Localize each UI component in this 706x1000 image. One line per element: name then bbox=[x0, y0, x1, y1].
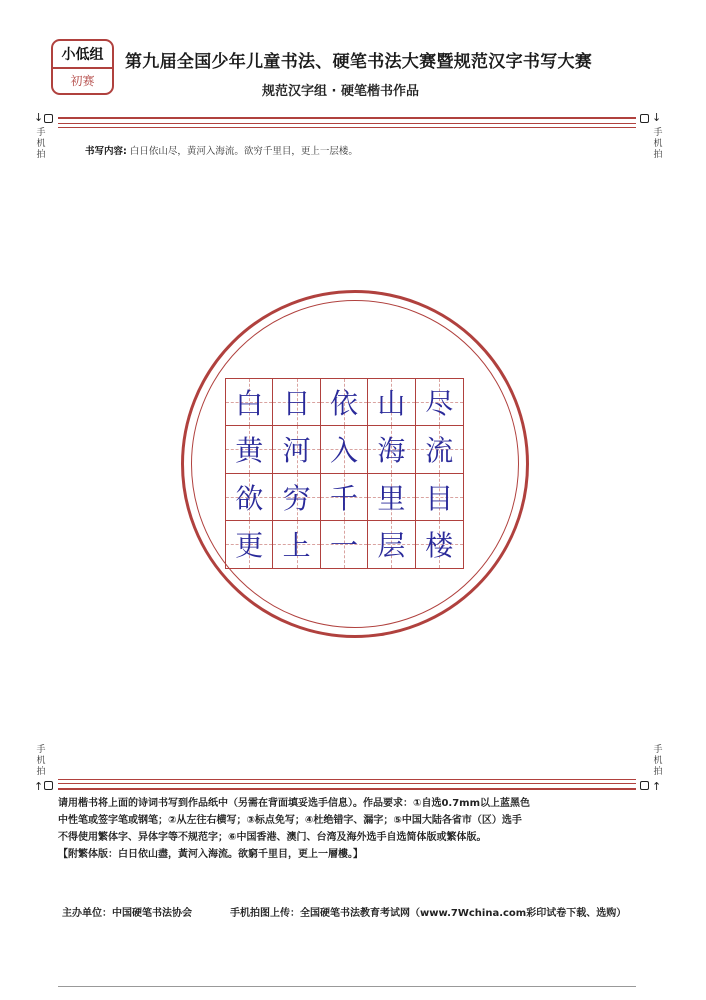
top-rule bbox=[58, 117, 636, 119]
grid-cell: 日 bbox=[273, 379, 320, 426]
arrow-down-icon: ↓ bbox=[652, 111, 662, 124]
bottom-rule-inner bbox=[58, 779, 636, 780]
grid-cell: 黄 bbox=[226, 426, 273, 473]
camera-marker-icon bbox=[44, 114, 53, 123]
grid-cell: 山 bbox=[368, 379, 415, 426]
page-title: 第九届全国少年儿童书法、硬笔书法大赛暨规范汉字书写大赛 bbox=[125, 52, 593, 72]
phone-shoot-label: 手机拍 bbox=[653, 745, 663, 777]
top-rule-inner-2 bbox=[58, 127, 636, 128]
requirements-line: 请用楷书将上面的诗词书写到作品纸中（另需在背面填妥选手信息）。作品要求：①自选0.7mm以上蓝黑色 bbox=[58, 798, 531, 809]
top-rule-inner bbox=[58, 123, 636, 124]
grid-cell: 依 bbox=[321, 379, 368, 426]
content-text: 白日依山尽，黄河入海流。欲穷千里目，更上一层楼。 bbox=[129, 146, 358, 157]
grid-cell: 流 bbox=[416, 426, 463, 473]
grid-cell: 千 bbox=[321, 474, 368, 521]
grid-cell: 楼 bbox=[416, 521, 463, 568]
grid-cell: 尽 bbox=[416, 379, 463, 426]
content-line bbox=[85, 143, 358, 157]
grid-cell: 欲 bbox=[226, 474, 273, 521]
page-subtitle: 规范汉字组 · 硬笔楷书作品 bbox=[262, 84, 419, 99]
arrow-down-icon: ↓ bbox=[34, 111, 44, 124]
organizer: 主办单位：中国硬笔书法协会 bbox=[62, 908, 192, 919]
grid-cell: 更 bbox=[226, 521, 273, 568]
grid-cell: 一 bbox=[321, 521, 368, 568]
badge-stage: 初赛 bbox=[70, 74, 95, 88]
phone-shoot-label: 手机拍 bbox=[36, 128, 46, 160]
phone-shoot-label: 手机拍 bbox=[653, 128, 663, 160]
arrow-up-icon: ↑ bbox=[652, 780, 662, 793]
upload-info: 手机拍图上传：全国硬笔书法教育考试网（www.7Wchina.com彩印试卷下载、选购） bbox=[230, 908, 627, 919]
traditional-version: 【附繁体版：白日依山盡，黃河入海流。欲窮千里目，更上一層樓。】 bbox=[58, 849, 363, 860]
requirements bbox=[58, 795, 648, 863]
grid-cell: 海 bbox=[368, 426, 415, 473]
phone-shoot-label: 手机拍 bbox=[36, 745, 46, 777]
bottom-rule bbox=[58, 788, 636, 790]
writing-grid bbox=[225, 378, 464, 569]
grid-cell: 上 bbox=[273, 521, 320, 568]
grid-cell: 里 bbox=[368, 474, 415, 521]
badge-group: 小低组 bbox=[53, 43, 112, 69]
requirements-line: 不得使用繁体字、异体字等不规范字；⑥中国香港、澳门、台湾及海外选手自选简体版或繁体版。 bbox=[58, 832, 487, 843]
grid-cell: 白 bbox=[226, 379, 273, 426]
bottom-rule-inner-2 bbox=[58, 783, 636, 784]
grid-cell: 层 bbox=[368, 521, 415, 568]
page-bottom-rule bbox=[58, 986, 636, 987]
grid-cell: 穷 bbox=[273, 474, 320, 521]
arrow-up-icon: ↑ bbox=[34, 780, 44, 793]
grid-cell: 河 bbox=[273, 426, 320, 473]
requirements-line: 中性笔或签字笔或钢笔；②从左往右横写；③标点免写；④杜绝错字、漏字；⑤中国大陆各省市（区）选手 bbox=[58, 815, 522, 826]
group-badge bbox=[51, 39, 114, 95]
camera-marker-icon bbox=[44, 781, 53, 790]
camera-marker-icon bbox=[640, 781, 649, 790]
grid-cell: 目 bbox=[416, 474, 463, 521]
grid-cell: 入 bbox=[321, 426, 368, 473]
camera-marker-icon bbox=[640, 114, 649, 123]
content-label: 书写内容: bbox=[85, 146, 127, 157]
